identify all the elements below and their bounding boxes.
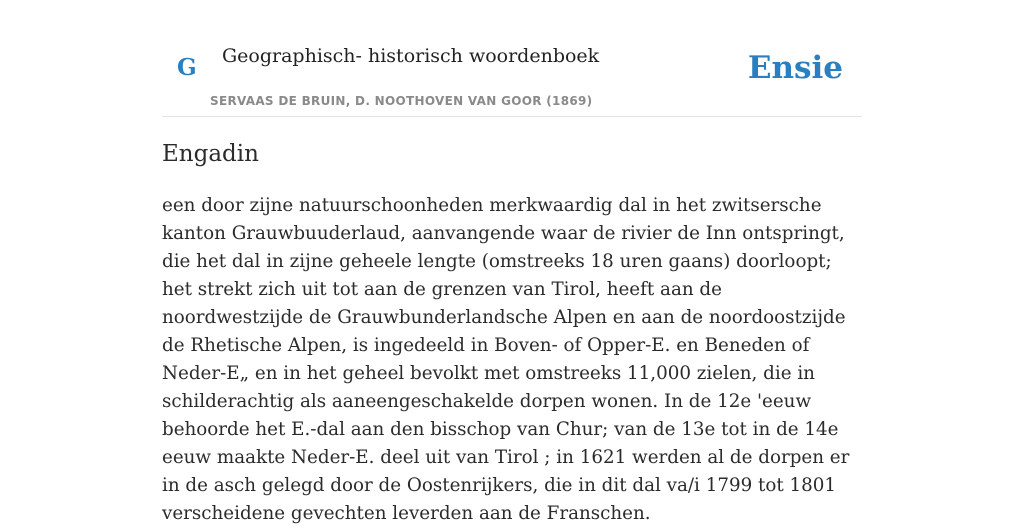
header bbox=[162, 0, 862, 117]
book-authors: SERVAAS DE BRUIN, D. NOOTHOVEN VAN GOOR (1869) bbox=[210, 94, 593, 108]
entry-body: een door zijne natuurschoonheden merkwaardig dal in het zwitsersche kanton Grauwbuuderlaud, aanvangende waar de rivier de Inn ontspringt, die het dal in zijne geheele lengte (omstreeks 18 uren gaans) doorloopt; het strekt zich uit tot aan de grenzen van Tirol, heeft aan de noordwestzijde de Grauwbunderlandsche Alpen en aan de noordoostzijde de Rhetische Alpen, is ingedeeld in Boven- of Opper-E. en Beneden of Neder-E„ en in het geheel bevolkt met omstreeks 11,000 zielen, die in schilderachtig als aaneengeschakelde dorpen wonen. In de 12e 'eeuw behoorde het E.-dal aan den bisschop van Chur; van de 13e tot in de 14e eeuw maakte Neder-E. deel uit van Tirol ; in 1621 werden al de dorpen er in de asch gelegd door de Oostenrijkers, die in dit dal va/i 1799 tot 1801 verscheidene gevechten leverden aan de Franschen. bbox=[162, 195, 850, 524]
entry-title: Engadin bbox=[162, 141, 259, 167]
index-letter[interactable]: G bbox=[177, 54, 197, 81]
book-title-link[interactable]: Geographisch- historisch woordenboek bbox=[222, 45, 600, 67]
ensie-logo[interactable]: Ensie bbox=[747, 50, 843, 86]
